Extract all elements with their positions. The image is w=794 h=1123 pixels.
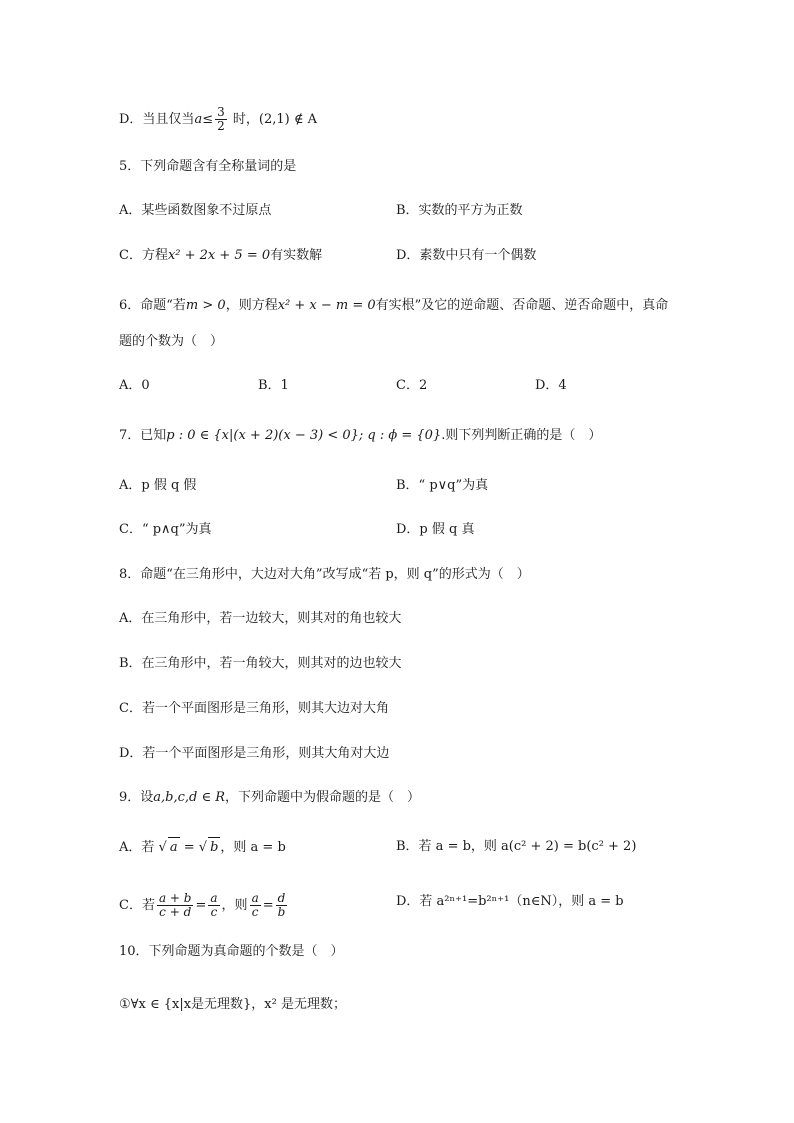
fraction-denominator: c + d — [159, 905, 192, 919]
fraction-numerator: a — [210, 891, 218, 905]
q5-option-c-suffix: 有实数解 — [270, 248, 323, 263]
q9-option-c-eq2: = — [262, 898, 274, 913]
q9-option-a-prefix: A．若 — [119, 840, 155, 855]
q7-stem-math: p : 0 ∈ {x|(x + 2)(x − 3) < 0}; q : ϕ = {0} — [166, 428, 442, 443]
q6-stem-suffix: 有实根”及它的逆命题、否命题、逆否命题中，真命 — [375, 298, 669, 313]
sqrt-symbol: √ — [198, 840, 208, 855]
fraction-denominator: 2 — [217, 119, 225, 133]
q6-stem-math2: x² + x − m = 0 — [277, 298, 376, 313]
q4-option-d-var: a — [194, 112, 203, 127]
q9-option-a-suffix: ，则 a = b — [220, 840, 286, 855]
sqrt-symbol: √ — [158, 840, 167, 855]
q9-option-c-fraction-3 — [250, 892, 261, 919]
fraction-numerator: 3 — [217, 105, 225, 119]
q5-option-c-prefix: C．方程 — [119, 248, 168, 263]
q9-option-d: D．若 a²ⁿ⁺¹=b²ⁿ⁺¹（n∈N），则 a = b — [396, 894, 624, 909]
q10-stem: 10．下列命题为真命题的个数是（ ） — [119, 944, 344, 959]
q9-stem-prefix: 9．设 — [119, 790, 154, 805]
q9-stem-suffix: ，下列命题中为假命题的是（ ） — [225, 790, 421, 805]
q6-stem-mid: ，则方程 — [225, 298, 278, 313]
q5-option-b: B．实数的平方为正数 — [396, 203, 523, 218]
q7-option-c: C．“ p∧q”为真 — [119, 522, 212, 537]
q6-option-a: A．0 — [119, 378, 150, 393]
q8-option-d: D．若一个平面图形是三角形，则其大角对大边 — [119, 746, 390, 761]
q5-stem: 5．下列命题含有全称量词的是 — [119, 159, 297, 174]
q9-option-c-fraction-2 — [208, 892, 219, 919]
q10-item-1: ①∀x ∈ {x|x是无理数}，x² 是无理数； — [119, 997, 346, 1012]
q6-option-c: C．2 — [396, 378, 428, 393]
fraction-numerator: a + b — [158, 891, 192, 905]
q4-option-d-fraction — [215, 106, 227, 133]
q4-option-d-prefix: D．当且仅当 — [119, 112, 195, 127]
q9-option-c-eq: = — [195, 898, 207, 913]
q9-option-c-mid: ，则 — [221, 898, 248, 913]
q7-stem — [119, 426, 601, 446]
q4-option-d-suffix: 时，(2,1) ∉ A — [232, 112, 317, 127]
q7-option-b: B．“ p∨q”为真 — [396, 478, 489, 493]
q6-stem-math1: m > 0 — [185, 298, 226, 313]
q9-option-c-prefix: C．若 — [119, 898, 155, 913]
q6-stem-prefix: 6．命题“若 — [119, 298, 186, 313]
fraction-denominator: c — [251, 905, 259, 919]
q9-option-a — [119, 837, 286, 858]
q7-stem-prefix: 7．已知 — [119, 428, 167, 443]
q9-stem — [119, 788, 420, 808]
q5-option-a: A．某些函数图象不过原点 — [119, 203, 272, 218]
q9-option-c — [119, 892, 289, 919]
q6-option-d: D．4 — [535, 378, 567, 393]
q8-option-b: B．在三角形中，若一角较大，则其对的边也较大 — [119, 656, 402, 671]
q7-option-a: A．p 假 q 假 — [119, 478, 197, 493]
q9-option-c-fraction-4 — [276, 892, 288, 919]
q6-option-b: B．1 — [258, 378, 289, 393]
q7-option-d: D．p 假 q 真 — [396, 522, 475, 537]
q4-option-d-rel: ≤ — [202, 112, 214, 127]
q9-option-a-radicand-b: b — [208, 837, 220, 858]
q4-option-d — [119, 106, 317, 133]
q6-stem-line1 — [119, 296, 668, 316]
fraction-denominator: c — [210, 905, 218, 919]
q9-option-b: B．若 a = b，则 a(c² + 2) = b(c² + 2) — [396, 839, 637, 854]
q8-option-a: A．在三角形中，若一边较大，则其对的角也较大 — [119, 611, 402, 626]
q5-option-c-math: x² + 2x + 5 = 0 — [167, 248, 271, 263]
q6-stem-line2: 题的个数为（ ） — [119, 334, 224, 349]
q9-option-c-fraction-1 — [157, 892, 194, 919]
q9-option-a-radicand-a: a — [168, 837, 180, 858]
q8-option-c: C．若一个平面图形是三角形，则其大边对大角 — [119, 701, 389, 716]
fraction-numerator: d — [277, 891, 286, 905]
q9-stem-math: a,b,c,d ∈ R — [153, 790, 226, 805]
q7-stem-suffix: .则下列判断正确的是（ ） — [441, 428, 602, 443]
q8-stem: 8．命题“在三角形中，大边对大角”改写成“若 p，则 q”的形式为（ ） — [119, 567, 530, 582]
fraction-denominator: b — [277, 905, 286, 919]
q5-option-d: D．素数中只有一个偶数 — [396, 248, 537, 263]
fraction-numerator: a — [251, 891, 259, 905]
q9-option-a-eq: = — [183, 840, 195, 855]
q5-option-c — [119, 246, 322, 266]
